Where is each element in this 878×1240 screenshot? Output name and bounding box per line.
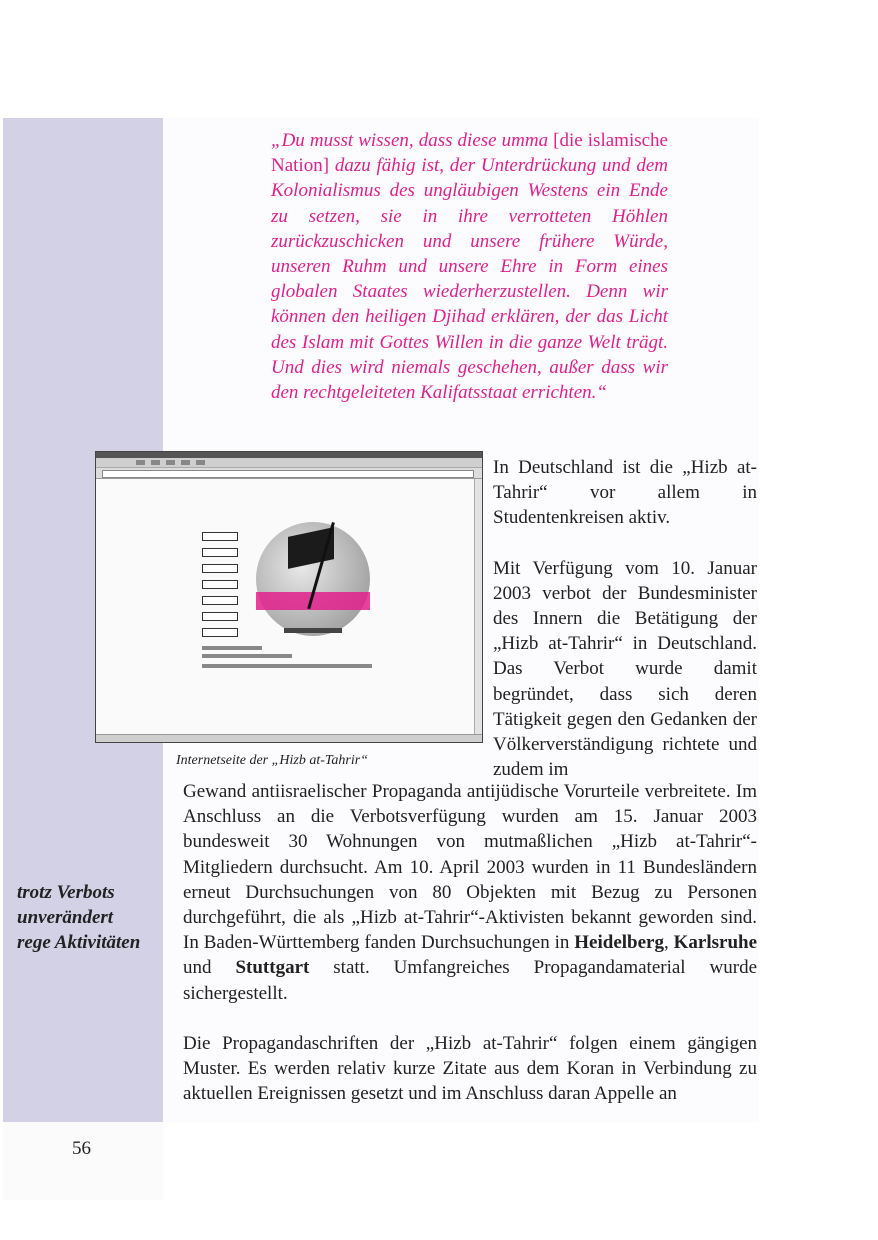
address-bar (102, 470, 474, 478)
page-number: 56 (72, 1138, 91, 1159)
logo-caption-line (284, 628, 342, 633)
site-form-line (202, 654, 292, 658)
figure-caption: Internetseite der „Hizb at-Tahrir“ (176, 753, 368, 768)
quote-text-2: dazu fähig ist, der Unterdrückung und dem Kolonialismus des ungläubigen Westens ein Ende zu setzen, sie in ihre verrotteten Höhlen zurückzuschicken und unsere frühere Würde, unseren Ruhm und unsere Ehre in Form eines globalen Staates wiederherzustellen. Denn wir können den heiligen Djihad erklären, der das Licht des Islam mit Gottes Willen in die ganze Welt trägt. Und dies wird niemals geschehen, außer dass wir den rechtgeleiteten Kalifatsstaat errichten.“ (271, 155, 668, 404)
toolbar-icon (181, 460, 190, 465)
quote-block (271, 128, 668, 405)
site-nav-button (202, 564, 238, 573)
quote-text-1: „Du musst wissen, dass diese umma (271, 130, 554, 151)
city-karlsruhe: Karlsruhe (673, 932, 758, 954)
toolbar-icon (166, 460, 175, 465)
site-nav-button (202, 628, 238, 637)
site-nav-button (202, 596, 238, 605)
browser-statusbar (96, 734, 482, 742)
paragraph (183, 779, 757, 1006)
text-run: statt. Umfangreiches Propagandamaterial wurde sichergestellt. (183, 957, 758, 1004)
city-stuttgart: Stuttgart (235, 957, 310, 979)
browser-scrollbar (474, 479, 482, 734)
text-run: Gewand antiisraelischer Propaganda antijüdische Vorurteile verbreitete. Im Anschluss an die Verbotsverfügung wurden am 15. Januar 2003 bundesweit 30 Wohnungen von mutmaßlichen „Hizb at-Tahrir“-Mitgliedern durchsucht. Am 10. April 2003 wurden in 11 Bundesländern erneut Durchsuchungen von 80 Objekten mit Bezug zu Personen durchgeführt, die als „Hizb at-Tahrir“-Aktivisten bekannt geworden sind. In Baden-Württemberg fanden Durchsuchungen in (183, 781, 757, 954)
text-run: , (663, 932, 674, 954)
footer-area (3, 1122, 163, 1200)
site-nav-button (202, 580, 238, 589)
site-nav-button (202, 532, 238, 541)
site-form-line (202, 646, 262, 650)
margin-note-line: trotz Verbots (17, 882, 115, 903)
city-heidelberg: Heidelberg (574, 932, 664, 954)
site-form-line (202, 664, 372, 668)
toolbar-icon (151, 460, 160, 465)
body-text (183, 779, 757, 1106)
paragraph: In Deutschland ist die „Hizb at-Tahrir“ vor allem in Studentenkreisen aktiv. (493, 457, 757, 529)
margin-note (17, 880, 159, 956)
toolbar-icon (196, 460, 205, 465)
paragraph: Mit Verfügung vom 10. Januar 2003 verbot der Bundesminister des Innern die Betätigung der „Hizb at-Tahrir“ in Deutschland. Das Verbot wurde damit begründet, dass sich deren Tätigkeit gegen den Gedanken der Völkerverständigung richtete und zudem im (493, 557, 757, 781)
margin-note-line: rege Aktivitäten (17, 932, 141, 954)
site-nav-button (202, 548, 238, 557)
website-screenshot-image (95, 451, 483, 743)
column-text (493, 455, 757, 782)
toolbar-icon (136, 460, 145, 465)
text-run: und (183, 957, 236, 979)
quote-bracket: [die islamische Nation] (271, 130, 668, 177)
site-nav-button (202, 612, 238, 621)
margin-note-line: unverändert (17, 907, 114, 929)
paragraph: Die Propagandaschriften der „Hizb at-Tahrir“ folgen einem gängigen Muster. Es werden relativ kurze Zitate aus dem Koran in Verbindung zu aktuellen Ereignissen gesetzt und im Anschluss daran Appelle an (183, 1032, 757, 1105)
